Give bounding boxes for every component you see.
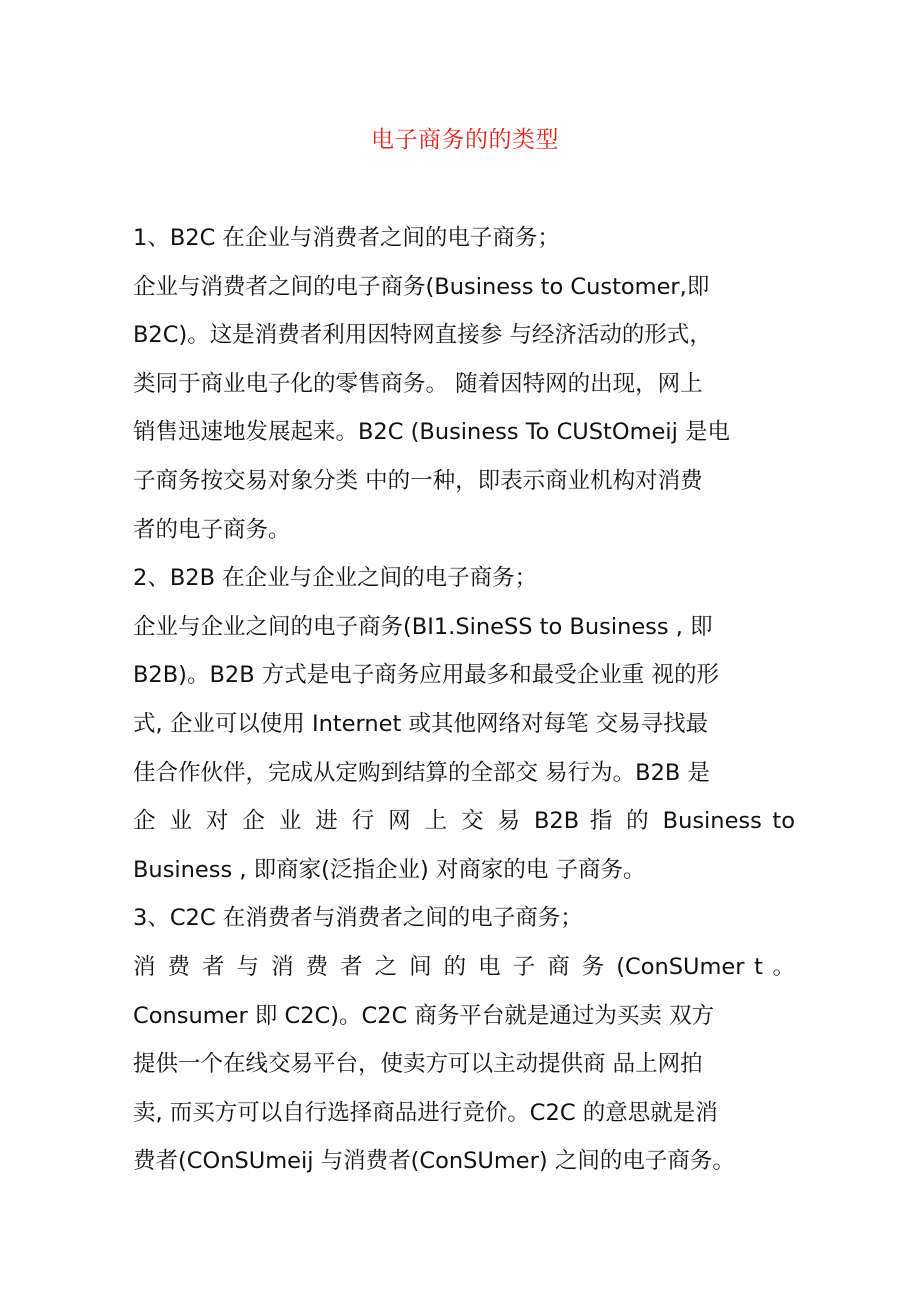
paragraph-line: B2C)。这是消费者利用因特网直接参 与经济活动的形式，: [133, 322, 712, 349]
paragraph-line: Consumer 即 C2C)。C2C 商务平台就是通过为买卖 双方: [133, 1002, 715, 1029]
paragraph-line: 企业与企业之间的电子商务(BI1.SineSS to Business , 即: [133, 613, 713, 640]
paragraph-line: 销售迅速地发展起来。B2C (Business To CUStOmeij 是电: [133, 419, 731, 446]
section-heading-b2c: 1、B2C 在企业与消费者之间的电子商务；: [133, 225, 560, 251]
paragraph-line: 提供一个在线交易平台，使卖方可以主动提供商 品上网拍: [133, 1051, 703, 1078]
paragraph-line: 消 费 者 与 消 费 者 之 间 的 电 子 商 务 (ConSUmer t 。: [133, 953, 795, 980]
section-heading-c2c: 3、C2C 在消费者与消费者之间的电子商务；: [133, 905, 583, 932]
document-title: 电子商务的的类型: [371, 127, 559, 153]
paragraph-line: 类同于商业电子化的零售商务。 随着因特网的出现，网上: [133, 370, 703, 397]
paragraph-line: 费者(COnSUmeij 与消费者(ConSUmer) 之间的电子商务。: [133, 1148, 735, 1175]
paragraph-line: B2B)。B2B 方式是电子商务应用最多和最受企业重 视的形: [133, 662, 719, 689]
paragraph-line: 佳合作伙伴，完成从定购到结算的全部交 易行为。B2B 是: [133, 759, 710, 786]
section-heading-b2b: 2、B2B 在企业与企业之间的电子商务；: [133, 565, 538, 592]
paragraph-line: 企业与消费者之间的电子商务(Business to Customer,即: [133, 273, 710, 300]
paragraph-line: 子商务按交易对象分类 中的一种，即表示商业机构对消费: [133, 467, 703, 494]
paragraph-line: 者的电子商务。: [133, 516, 291, 543]
paragraph-line: 卖, 而买方可以自行选择商品进行竞价。C2C 的意思就是消: [133, 1099, 718, 1126]
document-body: [133, 214, 795, 1186]
paragraph-line: 式, 企业可以使用 Internet 或其他网络对每笔 交易寻找最: [133, 710, 709, 737]
paragraph-line: 企 业 对 企 业 进 行 网 上 交 易 B2B 指 的 Business to: [133, 808, 795, 835]
paragraph-line: Business , 即商家(泛指企业) 对商家的电 子商务。: [133, 856, 646, 883]
